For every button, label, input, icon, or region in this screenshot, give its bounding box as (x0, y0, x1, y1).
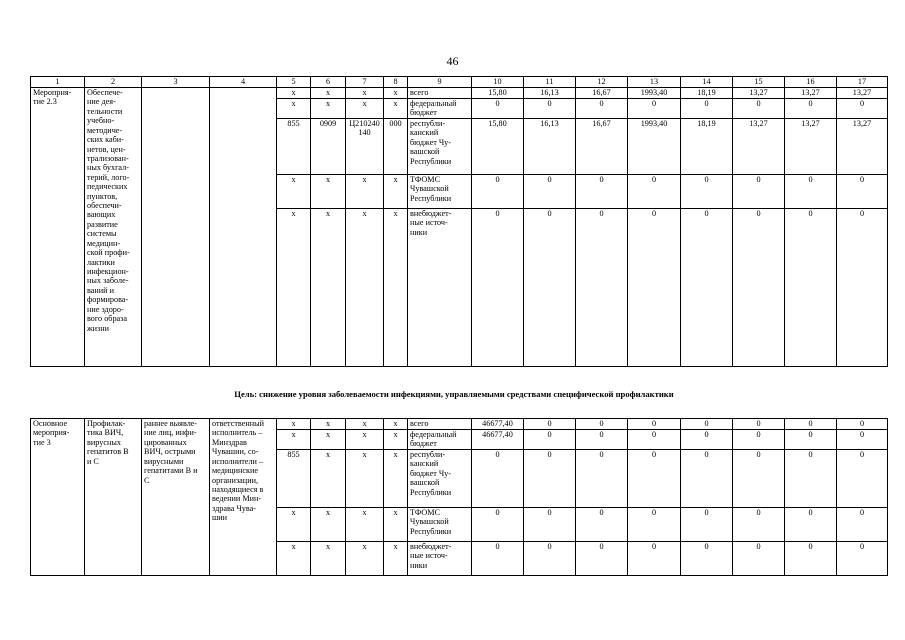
cell-c5: x (277, 175, 311, 209)
value-cell: 0 (837, 419, 888, 430)
value-cell: 0 (472, 175, 524, 209)
cell-c6: x (311, 450, 346, 508)
value-cell: 0 (628, 99, 681, 119)
cell-c7: Ц210240 140 (346, 119, 384, 175)
value-cell: 0 (524, 508, 576, 542)
value-cell: 0 (837, 508, 888, 542)
value-cell: 0 (472, 508, 524, 542)
value-cell: 0 (472, 99, 524, 119)
value-cell: 13,27 (785, 88, 837, 99)
cell-c1: Меропрня- тие 2.3 (31, 88, 85, 367)
cell-c6: x (311, 419, 346, 430)
value-cell: 0 (524, 419, 576, 430)
value-cell: 0 (785, 430, 837, 450)
cell-c5: 855 (277, 450, 311, 508)
value-cell: 13,27 (837, 88, 888, 99)
value-cell: 0 (733, 209, 785, 367)
value-cell: 0 (681, 430, 733, 450)
column-number-cell: 3 (142, 77, 210, 88)
value-cell: 0 (576, 99, 628, 119)
cell-c6: x (311, 430, 346, 450)
column-number-cell: 12 (576, 77, 628, 88)
cell-c7: x (346, 450, 384, 508)
funding-source: всего (408, 419, 472, 430)
funding-source: ТФОМС Чувашской Республики (408, 508, 472, 542)
column-number-cell: 16 (785, 77, 837, 88)
cell-c5: x (277, 209, 311, 367)
value-cell: 0 (628, 175, 681, 209)
cell-c2: Профилак- тика ВИЧ, вирусных гепатитов В и С (85, 419, 142, 576)
funding-source: внебюджет- ные источ- ники (408, 209, 472, 367)
value-cell: 0 (628, 430, 681, 450)
cell-c6: x (311, 542, 346, 576)
value-cell: 0 (681, 508, 733, 542)
value-cell: 46677,40 (472, 430, 524, 450)
cell-c8: x (384, 88, 408, 99)
value-cell: 0 (733, 430, 785, 450)
column-number-cell: 7 (346, 77, 384, 88)
cell-c5: x (277, 430, 311, 450)
main-event-3-table (30, 418, 888, 576)
value-cell: 0 (576, 542, 628, 576)
value-cell: 0 (472, 450, 524, 508)
column-number-cell: 13 (628, 77, 681, 88)
cell-c5: 855 (277, 119, 311, 175)
value-cell: 0 (576, 175, 628, 209)
cell-c8: x (384, 99, 408, 119)
cell-c8: 000 (384, 119, 408, 175)
value-cell: 0 (576, 209, 628, 367)
value-cell: 0 (785, 209, 837, 367)
cell-c8: x (384, 450, 408, 508)
funding-source: ТФОМС Чувашской Республики (408, 175, 472, 209)
value-cell: 0 (576, 430, 628, 450)
value-cell: 0 (733, 99, 785, 119)
value-cell: 1993,40 (628, 119, 681, 175)
value-cell: 0 (576, 419, 628, 430)
cell-c7: x (346, 88, 384, 99)
cell-c6: 0909 (311, 119, 346, 175)
value-cell: 0 (837, 175, 888, 209)
cell-c8: x (384, 430, 408, 450)
funding-source: республи- канский бюджет Чу- вашской Республики (408, 450, 472, 508)
cell-c2: Обеспече- ние дея- тельности учебно- методиче- ских каби- нетов, цен- трализован- ных бухгал- терий, лого- педических пунктов, обеспечи- вающих развитие системы медицин- ской профи- лактики инфекцион- ных заболе- ваний и формирова- ние здоро- вого образа жизни (85, 88, 142, 367)
value-cell: 0 (524, 430, 576, 450)
column-number-cell: 8 (384, 77, 408, 88)
table-row (31, 88, 888, 99)
value-cell: 0 (837, 542, 888, 576)
value-cell: 0 (837, 99, 888, 119)
value-cell: 0 (524, 175, 576, 209)
value-cell: 0 (785, 508, 837, 542)
cell-c7: x (346, 99, 384, 119)
value-cell: 16,13 (524, 119, 576, 175)
cell-c8: x (384, 508, 408, 542)
value-cell: 0 (524, 450, 576, 508)
cell-c3 (142, 88, 210, 367)
cell-c7: x (346, 175, 384, 209)
cell-c5: x (277, 508, 311, 542)
cell-c8: x (384, 175, 408, 209)
value-cell: 15,80 (472, 119, 524, 175)
cell-c5: x (277, 88, 311, 99)
value-cell: 15,80 (472, 88, 524, 99)
goal-heading: Цель: снижение уровня заболеваемости инфекциями, управляемыми средствами специфической профилактики (234, 389, 674, 399)
cell-c7: x (346, 419, 384, 430)
value-cell: 13,27 (733, 119, 785, 175)
cell-c6: x (311, 88, 346, 99)
value-cell: 16,67 (576, 88, 628, 99)
value-cell: 0 (524, 209, 576, 367)
cell-c8: x (384, 542, 408, 576)
value-cell: 13,27 (785, 119, 837, 175)
value-cell: 0 (681, 450, 733, 508)
value-cell: 0 (681, 542, 733, 576)
cell-c7: x (346, 209, 384, 367)
value-cell: 0 (628, 542, 681, 576)
cell-c6: x (311, 209, 346, 367)
cell-c6: x (311, 175, 346, 209)
column-number-cell: 17 (837, 77, 888, 88)
value-cell: 0 (628, 508, 681, 542)
funding-source: федеральный бюджет (408, 430, 472, 450)
column-number-cell: 15 (733, 77, 785, 88)
value-cell: 0 (837, 450, 888, 508)
value-cell: 13,27 (837, 119, 888, 175)
value-cell: 46677,40 (472, 419, 524, 430)
value-cell: 0 (576, 508, 628, 542)
funding-source: внебюджет- ные источ- ники (408, 542, 472, 576)
value-cell: 0 (837, 209, 888, 367)
cell-c1: Основное мероприя- тие 3 (31, 419, 85, 576)
column-number-cell: 1 (31, 77, 85, 88)
value-cell: 0 (628, 419, 681, 430)
value-cell: 13,27 (733, 88, 785, 99)
value-cell: 0 (628, 450, 681, 508)
column-number-cell: 6 (311, 77, 346, 88)
table-row (31, 419, 888, 430)
column-number-cell: 10 (472, 77, 524, 88)
cell-c5: x (277, 99, 311, 119)
cell-c7: x (346, 542, 384, 576)
value-cell: 0 (733, 175, 785, 209)
column-number-cell: 14 (681, 77, 733, 88)
value-cell: 0 (785, 175, 837, 209)
funding-source: всего (408, 88, 472, 99)
value-cell: 0 (785, 419, 837, 430)
column-number-cell: 11 (524, 77, 576, 88)
cell-c7: x (346, 508, 384, 542)
value-cell: 0 (681, 99, 733, 119)
column-number-cell: 2 (85, 77, 142, 88)
cell-c8: x (384, 419, 408, 430)
event-2-3-table (30, 87, 888, 367)
value-cell: 18,19 (681, 88, 733, 99)
value-cell: 0 (524, 99, 576, 119)
value-cell: 0 (681, 175, 733, 209)
cell-c6: x (311, 99, 346, 119)
value-cell: 0 (524, 542, 576, 576)
value-cell: 0 (628, 209, 681, 367)
cell-c3: раннее выявле- ние лиц, инфи- цированных ВИЧ, острыми вирусными гепатитами В и С (142, 419, 210, 576)
value-cell: 0 (733, 542, 785, 576)
value-cell: 0 (733, 419, 785, 430)
value-cell: 16,13 (524, 88, 576, 99)
value-cell: 0 (681, 209, 733, 367)
value-cell: 0 (576, 450, 628, 508)
column-number-cell: 5 (277, 77, 311, 88)
value-cell: 1993,40 (628, 88, 681, 99)
page-number: 46 (446, 54, 459, 68)
column-number-cell: 9 (408, 77, 472, 88)
cell-c7: x (346, 430, 384, 450)
cell-c5: x (277, 542, 311, 576)
value-cell: 0 (785, 99, 837, 119)
cell-c8: x (384, 209, 408, 367)
cell-c4 (210, 88, 277, 367)
funding-source: федеральный бюджет (408, 99, 472, 119)
funding-source: республи- канский бюджет Чу- вашской Республики (408, 119, 472, 175)
value-cell: 0 (785, 542, 837, 576)
cell-c4: ответственный исполнитель – Минздрав Чувашии, со- исполнители – медицинские организации, находящиеся в ведении Мин- здрава Чува- шии (210, 419, 277, 576)
value-cell: 0 (733, 508, 785, 542)
value-cell: 0 (472, 209, 524, 367)
cell-c6: x (311, 508, 346, 542)
value-cell: 0 (681, 419, 733, 430)
value-cell: 0 (837, 430, 888, 450)
value-cell: 0 (785, 450, 837, 508)
value-cell: 0 (472, 542, 524, 576)
column-number-cell: 4 (210, 77, 277, 88)
cell-c5: x (277, 419, 311, 430)
value-cell: 18,19 (681, 119, 733, 175)
value-cell: 16,67 (576, 119, 628, 175)
value-cell: 0 (733, 450, 785, 508)
